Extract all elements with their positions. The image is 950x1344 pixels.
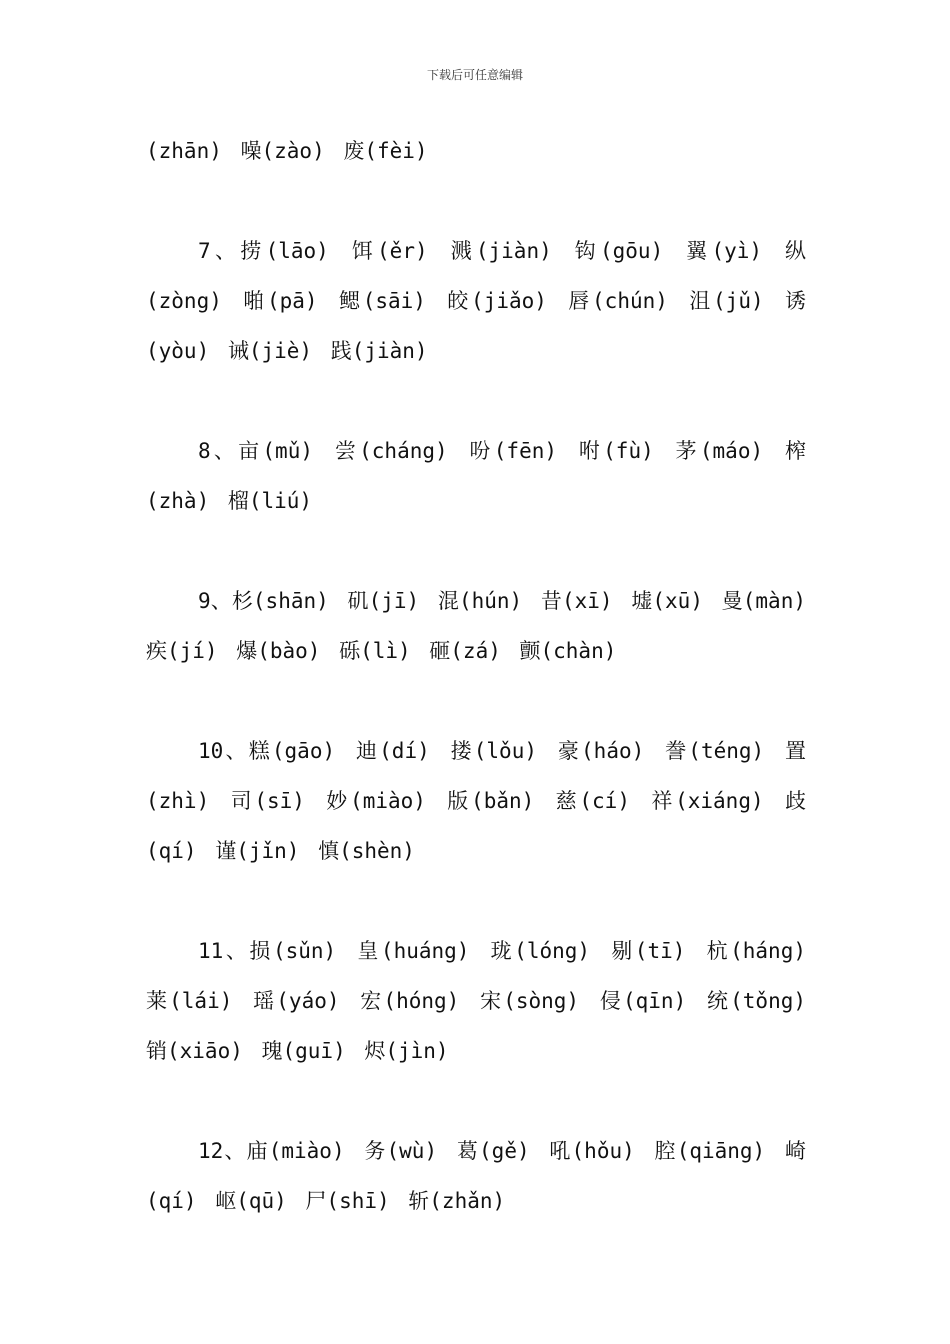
paragraph-continuation: (zhān) 噪(zào) 废(fèi) <box>146 139 428 163</box>
paragraph-gap <box>146 1076 806 1126</box>
paragraph-gap <box>146 526 806 576</box>
page-header: 下载后可任意编辑 <box>426 68 523 82</box>
paragraph-item-10: 10、糕(gāo) 迪(dí) 搂(lǒu) 豪(háo) 誊(téng) 置(zhì) 司(sī) 妙(miào) 版(bǎn) 慈(cí) 祥(xiáng) 歧(qí) 谨(jǐn) 慎(shèn) <box>146 739 806 863</box>
paragraph-item-7: 7、捞(lāo) 饵(ěr) 溅(jiàn) 钩(gōu) 翼(yì) 纵(zòng) 啪(pā) 鳃(sāi) 皎(jiǎo) 唇(chún) 沮(jǔ) 诱(yòu) 诫(jiè) 践(jiàn) <box>146 239 806 363</box>
paragraph-gap <box>146 376 806 426</box>
paragraph-gap <box>146 676 806 726</box>
paragraph-item-11: 11、损(sǔn) 皇(huáng) 珑(lóng) 剔(tī) 杭(háng) 莱(lái) 瑶(yáo) 宏(hóng) 宋(sòng) 侵(qīn) 统(tǒng) 销(xiāo) 瑰(guī) 烬(jìn) <box>146 939 806 1063</box>
paragraph-item-8: 8、亩(mǔ) 尝(cháng) 吩(fēn) 咐(fù) 茅(máo) 榨(zhà) 榴(liú) <box>146 439 806 513</box>
paragraph-item-12: 12、庙(miào) 务(wù) 葛(gě) 吼(hǒu) 腔(qiāng) 崎(qí) 岖(qū) 尸(shī) 斩(zhǎn) <box>146 1139 806 1213</box>
paragraph-item-9: 9、杉(shān) 矶(jī) 混(hún) 昔(xī) 墟(xū) 曼(màn) 疾(jí) 爆(bào) 砾(lì) 砸(zá) 颤(chàn) <box>146 589 806 663</box>
document-body <box>146 126 806 1226</box>
paragraph-gap <box>146 176 806 226</box>
paragraph-gap <box>146 876 806 926</box>
